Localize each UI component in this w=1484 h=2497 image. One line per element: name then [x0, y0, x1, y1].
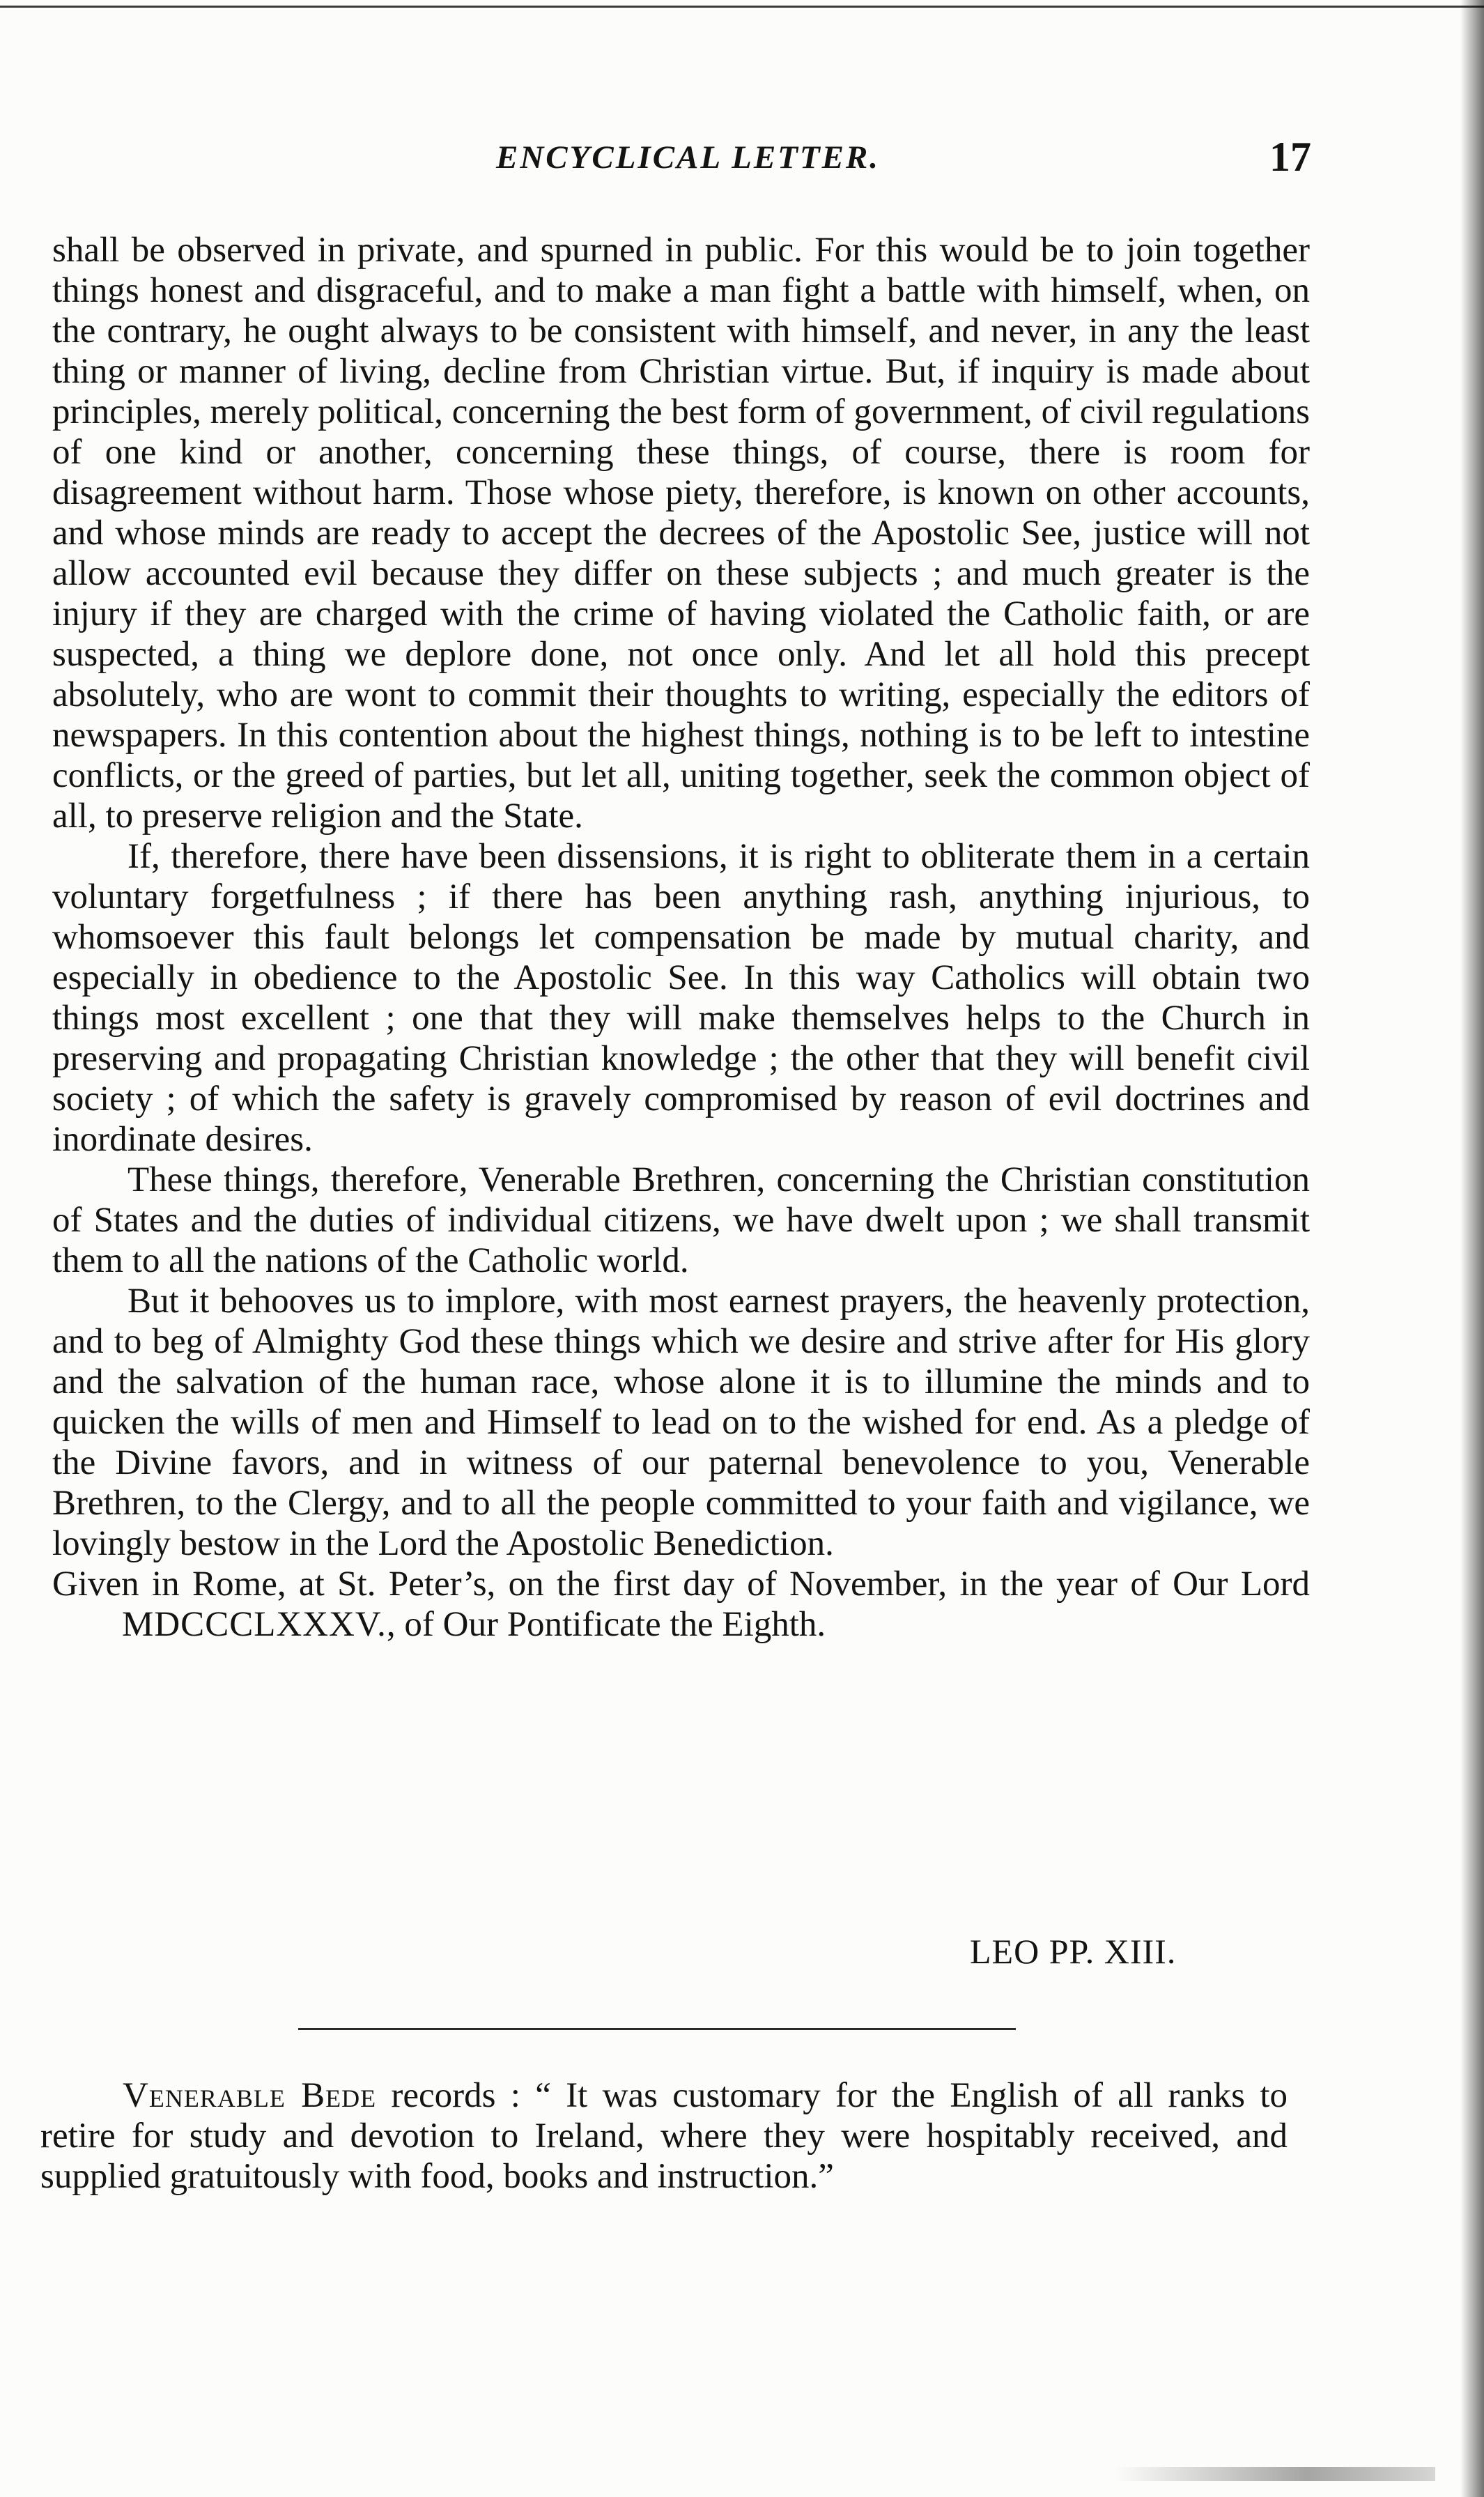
signature: LEO PP. XIII.	[970, 1932, 1177, 1971]
dateline-start: Given in Rome, at St. Peter’s, on the first day of November, in the year of Our Lord	[52, 1565, 1310, 1604]
footnote-name: Venerable Bede	[123, 2076, 377, 2115]
paragraph-continued: shall be observed in private, and spurned in public. For this would be to join together things honest and disgraceful, and to make a man fight a battle with himself, when, on the contrary, he ought always to be consistent with himself, and never, in any the least thing or manner of living, decline from Christian virtue. But, if inquiry is made about principles, merely political, concerning the best form of government, of civil regulations of one kind or another, concerning these things, of course, there is room for disagreement without harm. Those whose piety, therefore, is known on other accounts, and whose minds are ready to accept the decrees of the Apostolic See, justice will not allow accounted evil because they differ on these subjects ; and much greater is the injury if they are charged with the crime of having violated the Catholic faith, or are suspected, a thing we deplore done, not once only. And let all hold this precept absolutely, who are wont to commit their thoughts to writing, especially the editors of newspapers. In this contention about the highest things, nothing is to be left to intestine conflicts, or the greed of parties, but let all, uniting together, seek the common object of all, to preserve religion and the State.	[52, 231, 1310, 836]
footnote-quote	[40, 2075, 1288, 2197]
section-divider	[298, 2028, 1016, 2030]
running-title: ENCYCLICAL LETTER.	[496, 139, 881, 176]
paragraph-these-things: These things, therefore, Venerable Brethren, concerning the Christian constitution of States and the duties of individual citizens, we have dwelt upon ; we shall transmit them to all the nations of the Catholic world.	[52, 1160, 1310, 1280]
footnote-text: records : “ It was customary for the English of all ranks to retire for study and devotion to Ireland, where they were hospitably received, and supplied gratuitously with food, books and instruction.”	[40, 2076, 1288, 2196]
dateline	[52, 1564, 1310, 1645]
paragraph-dissensions: If, therefore, there have been dissensions, it is right to obliterate them in a certain voluntary forgetfulness ; if there has been anything rash, anything injurious, to whomsoever this fault belongs let compensation be made by mutual charity, and especially in obedience to the Apostolic See. In this way Catholics will obtain two things most excellent ; one that they will make themselves helps to the Church in preserving and propagating Christian knowledge ; the other that they will benefit civil society ; of which the safety is gravely compromised by reason of evil doctrines and inordinate desires.	[52, 837, 1310, 1159]
dateline-year: MDCCCLXXXV.	[122, 1605, 387, 1644]
page-edge-shadow	[1460, 0, 1484, 2497]
scan-smudge	[1115, 2467, 1435, 2481]
top-edge-rule	[0, 6, 1484, 8]
letter-body	[52, 230, 1310, 1645]
page-number: 17	[1269, 134, 1311, 180]
dateline-end: , of Our Pontificate the Eighth.	[386, 1605, 826, 1644]
paragraph-benediction: But it behooves us to implore, with most earnest prayers, the heavenly protection, and to beg of Almighty God these things which we desire and strive after for His glory and the salvation of the human race, whose alone it is to illumine the minds and to quicken the wills of men and Himself to lead on to the wished for end. As a pledge of the Divine favors, and in witness of our paternal benevolence to you, Venerable Brethren, to the Clergy, and to all the people committed to your faith and vigilance, we lovingly bestow in the Lord the Apostolic Benediction.	[52, 1282, 1310, 1563]
